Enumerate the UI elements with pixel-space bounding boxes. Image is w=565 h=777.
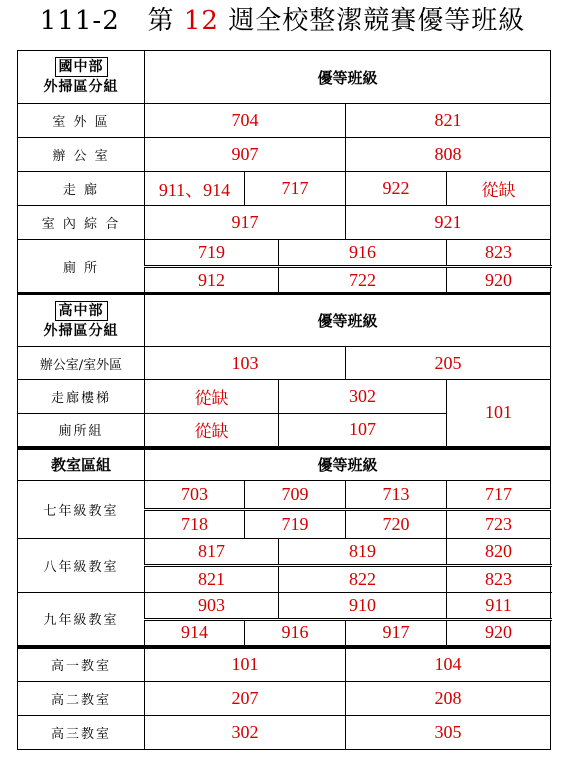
class-cell: 305 (346, 716, 551, 750)
grade8-row-top (18, 539, 551, 566)
class-cell: 719 (145, 240, 279, 267)
class-cell: 722 (279, 267, 447, 294)
class-cell: 820 (447, 539, 551, 566)
award-table (17, 50, 551, 750)
row-label: 七年級教室 (18, 481, 145, 539)
row-label: 廁 所 (18, 240, 145, 294)
class-cell: 713 (346, 481, 447, 510)
junior-outdoor-row (18, 104, 551, 138)
senior-dept-label: 高中部 (55, 301, 108, 321)
class-cell: 720 (346, 510, 447, 539)
junior-group-label: 外掃區分組 (43, 79, 119, 95)
row-label: 室 內 綜 合 (18, 206, 145, 240)
class-cell: 104 (346, 647, 551, 682)
senior-group-cell (18, 294, 145, 347)
class-cell: 207 (145, 682, 346, 716)
class-cell: 302 (279, 380, 447, 414)
senior-stairs-row (18, 380, 551, 414)
class-cell: 922 (346, 172, 447, 206)
classroom-header-row (18, 448, 551, 481)
class-cell: 709 (245, 481, 346, 510)
classroom-header: 優等班級 (145, 448, 551, 481)
class-cell: 821 (145, 566, 279, 593)
class-cell: 821 (346, 104, 551, 138)
class-cell: 208 (346, 682, 551, 716)
grade9-row-top (18, 593, 551, 620)
class-cell: 107 (279, 414, 447, 448)
class-cell: 302 (145, 716, 346, 750)
class-cell: 917 (145, 206, 346, 240)
class-cell: 823 (447, 240, 551, 267)
class-cell: 205 (346, 347, 551, 380)
class-cell: 911 (447, 593, 551, 620)
class-cell: 717 (447, 481, 551, 510)
junior-indoor-row (18, 206, 551, 240)
class-cell: 103 (145, 347, 346, 380)
class-cell: 808 (346, 138, 551, 172)
title-week-number: 12 (183, 6, 219, 36)
class-cell: 從缺 (145, 414, 279, 448)
class-cell: 917 (346, 620, 447, 647)
class-cell: 916 (245, 620, 346, 647)
class-cell: 719 (245, 510, 346, 539)
high1-row (18, 647, 551, 682)
class-cell: 717 (245, 172, 346, 206)
senior-header-row (18, 294, 551, 347)
class-cell: 從缺 (145, 380, 279, 414)
junior-group-cell (18, 51, 145, 104)
class-cell: 819 (279, 539, 447, 566)
class-cell: 903 (145, 593, 279, 620)
row-label: 辦 公 室 (18, 138, 145, 172)
class-cell: 822 (279, 566, 447, 593)
row-label: 走 廊 (18, 172, 145, 206)
junior-corridor-row (18, 172, 551, 206)
class-cell: 817 (145, 539, 279, 566)
senior-office-row (18, 347, 551, 380)
class-cell: 916 (279, 240, 447, 267)
junior-office-row (18, 138, 551, 172)
class-cell: 101 (447, 380, 551, 448)
junior-toilet-row-top (18, 240, 551, 267)
row-label: 高一教室 (18, 647, 145, 682)
row-label: 走廊樓梯 (18, 380, 145, 414)
high3-row (18, 716, 551, 750)
class-cell: 907 (145, 138, 346, 172)
row-label: 九年級教室 (18, 593, 145, 647)
class-cell: 703 (145, 481, 245, 510)
junior-header: 優等班級 (145, 51, 551, 104)
page-title (0, 6, 565, 36)
class-cell: 914 (145, 620, 245, 647)
class-cell: 920 (447, 620, 551, 647)
junior-dept-label: 國中部 (55, 57, 108, 77)
title-prefix: 111-2 (39, 6, 120, 36)
class-cell: 823 (447, 566, 551, 593)
class-cell: 723 (447, 510, 551, 539)
class-cell: 910 (279, 593, 447, 620)
class-cell: 920 (447, 267, 551, 294)
class-cell: 718 (145, 510, 245, 539)
class-cell: 101 (145, 647, 346, 682)
class-cell: 912 (145, 267, 279, 294)
row-label: 辦公室/室外區 (18, 347, 145, 380)
senior-group-label: 外掃區分組 (43, 322, 119, 339)
title-suffix: 週全校整潔競賽優等班級 (228, 6, 526, 36)
row-label: 高三教室 (18, 716, 145, 750)
class-cell: 從缺 (447, 172, 551, 206)
row-label: 高二教室 (18, 682, 145, 716)
row-label: 廁所組 (18, 414, 145, 448)
row-label: 室 外 區 (18, 104, 145, 138)
high2-row (18, 682, 551, 716)
junior-header-row (18, 51, 551, 104)
grade7-row-top (18, 481, 551, 510)
classroom-group-label: 教室區組 (18, 448, 145, 481)
class-cell: 921 (346, 206, 551, 240)
title-week-label: 第 (147, 6, 175, 36)
senior-header: 優等班級 (145, 294, 551, 347)
class-cell: 704 (145, 104, 346, 138)
row-label: 八年級教室 (18, 539, 145, 593)
class-cell: 911、914 (145, 172, 245, 206)
